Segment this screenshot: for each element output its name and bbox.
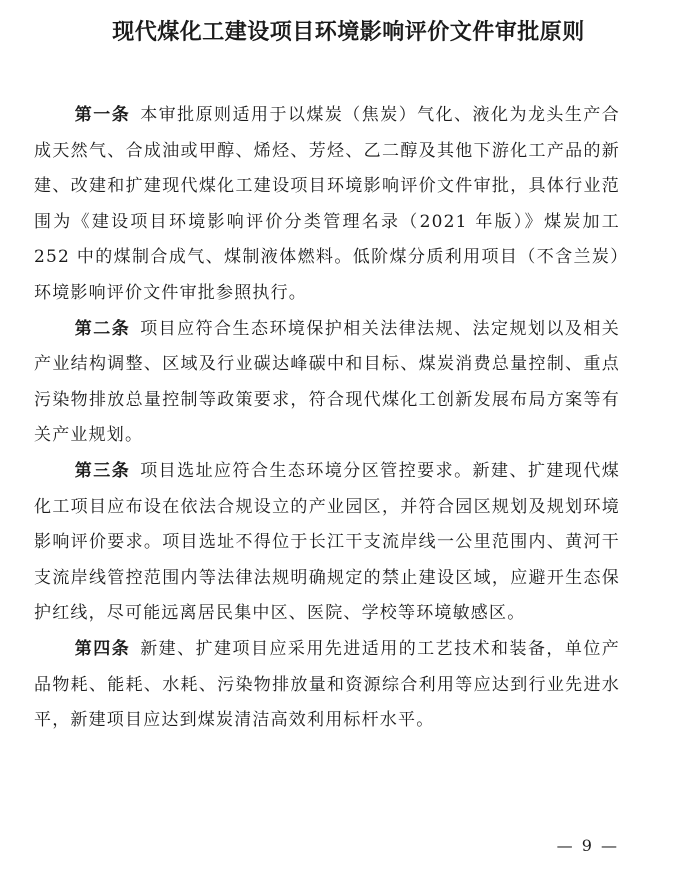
article-3-number: 第三条: [74, 460, 131, 481]
article-4-number: 第四条: [74, 638, 131, 659]
article-4-text: 新建、扩建项目应采用先进适用的工艺技术和装备，单位产品物耗、能耗、水耗、污染物排放量和资源综合利用等应达到行业先进水平，新建项目应达到煤炭清洁高效利用标杆水平。: [34, 638, 621, 731]
article-1: [34, 98, 620, 312]
article-3-text: 项目选址应符合生态环境分区管控要求。新建、扩建现代煤化工项目应布设在依法合规设立的产业园区，并符合园区规划及规划环境影响评价要求。项目选址不得位于长江干支流岸线一公里范围内、黄河干支流岸线管控范围内等法律法规明确规定的禁止建设区域，应避开生态保护红线，尽可能远离居民集中区、医院、学校等环境敏感区。: [34, 460, 621, 624]
article-2-text: 项目应符合生态环境保护相关法律法规、法定规划以及相关产业结构调整、区域及行业碳达峰碳中和目标、煤炭消费总量控制、重点污染物排放总量控制等政策要求，符合现代煤化工创新发展布局方案等有关产业规划。: [34, 318, 621, 446]
article-4: [34, 632, 620, 739]
article-2-number: 第二条: [74, 318, 131, 339]
article-2: [34, 312, 620, 454]
document-body: [34, 98, 620, 739]
page-number: — 9 —: [556, 836, 619, 855]
article-1-text: 本审批原则适用于以煤炭（焦炭）气化、液化为龙头生产合成天然气、合成油或甲醇、烯烃、芳烃、乙二醇及其他下游化工产品的新建、改建和扩建现代煤化工建设项目环境影响评价文件审批，具体行业范围为《建设项目环境影响评价分类管理名录（2021 年版）》煤炭加工 252 中的煤制合成气、煤制液体燃料。低阶煤分质利用项目（不含兰炭）环境影响评价文件审批参照执行。: [34, 105, 621, 303]
article-3: [34, 454, 620, 632]
article-1-number: 第一条: [74, 105, 131, 125]
document-title: 现代煤化工建设项目环境影响评价文件审批原则: [112, 20, 585, 45]
